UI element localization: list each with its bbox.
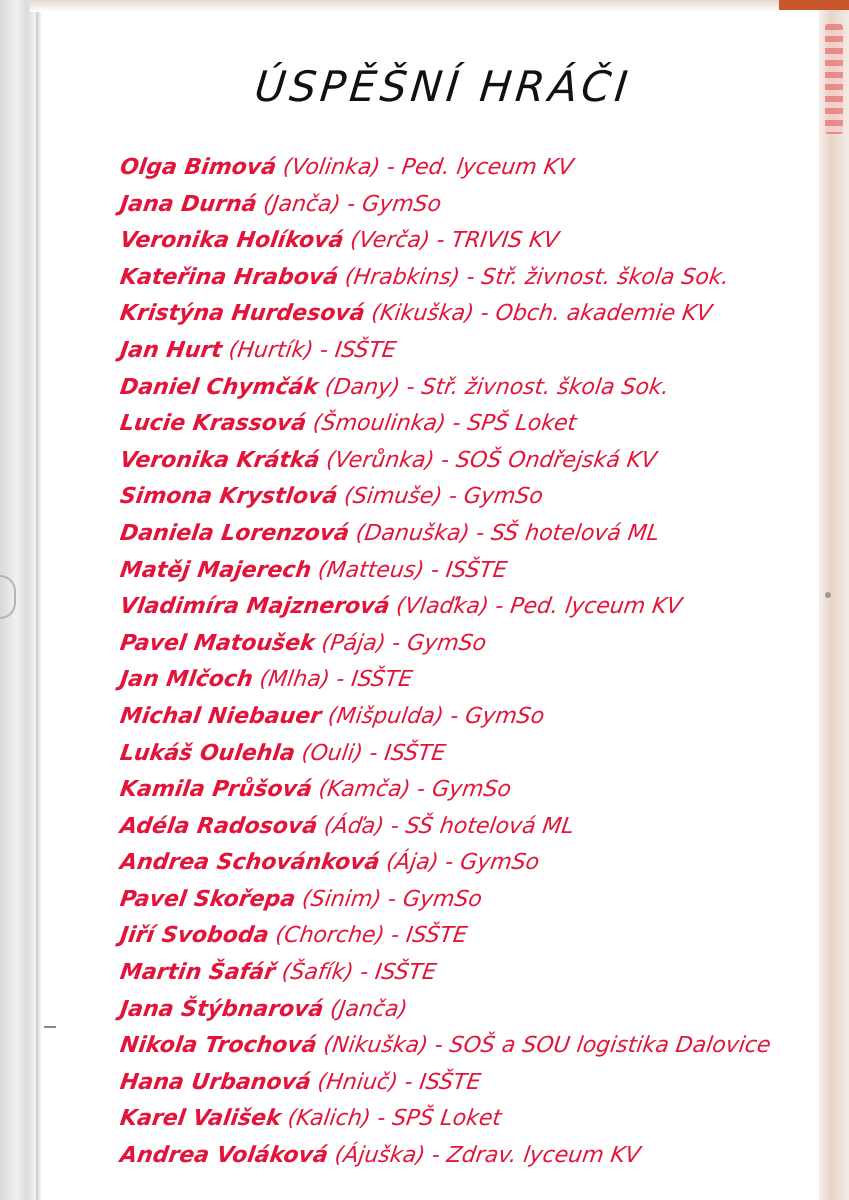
- player-nickname: (Verča): [348, 228, 432, 254]
- player-name: Veronika Holíková: [118, 228, 346, 254]
- player-name: Pavel Matoušek: [118, 630, 317, 656]
- player-school: - ISŠTE: [429, 557, 509, 583]
- player-entry: [117, 845, 773, 882]
- player-school: - TRIVIS KV: [434, 228, 561, 254]
- player-nickname: (Danuška): [354, 520, 471, 546]
- player-entry: [117, 626, 773, 663]
- player-entry: [117, 589, 773, 626]
- player-nickname: (Mlha): [258, 667, 332, 693]
- player-school: - GymSo: [386, 886, 484, 912]
- player-name: Michal Niebauer: [118, 703, 323, 729]
- player-nickname: (Matteus): [316, 557, 426, 583]
- player-school: - SOŠ a SOU logistika Dalovice: [432, 1033, 773, 1059]
- player-nickname: (Janča): [261, 191, 343, 217]
- player-entry: [117, 260, 773, 297]
- player-name: Pavel Skořepa: [118, 886, 298, 912]
- player-entry: [117, 223, 773, 260]
- player-school: - SOŠ Ondřejská KV: [439, 447, 659, 473]
- book-cover-edge: [819, 0, 849, 1200]
- player-entry: [117, 406, 773, 443]
- binding-shadow: [36, 0, 42, 1200]
- player-nickname: (Vlaďka): [394, 594, 491, 620]
- player-name: Martin Šafář: [118, 960, 277, 986]
- player-nickname: (Ája): [384, 850, 441, 876]
- player-name: Andrea Schovánková: [118, 850, 382, 876]
- player-entry: [117, 882, 773, 919]
- player-entry: [117, 187, 773, 224]
- player-nickname: (Kikuška): [369, 301, 476, 327]
- player-school: - GymSo: [390, 630, 488, 656]
- player-name: Lucie Krassová: [118, 411, 308, 437]
- player-entry: [117, 516, 773, 553]
- player-name: Jan Hurt: [118, 337, 224, 363]
- player-nickname: (Kalich): [286, 1106, 373, 1132]
- player-entry: [117, 443, 773, 480]
- player-entry: [117, 699, 773, 736]
- player-school: - ISŠTE: [334, 667, 415, 693]
- player-nickname: (Dany): [323, 374, 402, 400]
- player-school: - Stř. živnost. škola Sok.: [464, 264, 731, 290]
- player-name: Daniel Chymčák: [118, 374, 320, 400]
- player-school: - Zdrav. lyceum KV: [430, 1143, 642, 1169]
- player-school: - Ped. lyceum KV: [385, 155, 575, 180]
- player-school: - Stř. živnost. škola Sok.: [404, 374, 671, 400]
- player-entry: [117, 955, 773, 992]
- player-name: Kateřina Hrabová: [118, 264, 340, 290]
- player-nickname: (Sinim): [300, 886, 383, 912]
- player-name: Jana Štýbnarová: [118, 996, 326, 1022]
- margin-dash: [44, 1026, 56, 1028]
- player-name: Kamila Průšová: [118, 777, 314, 803]
- player-entry: [117, 370, 773, 407]
- player-name: Olga Bimová: [118, 155, 278, 180]
- player-school: - Ped. lyceum KV: [493, 594, 684, 620]
- player-nickname: (Volinka): [281, 155, 382, 180]
- page-top-edge: [30, 0, 820, 12]
- player-entry: [117, 736, 773, 773]
- player-entry: [117, 333, 773, 370]
- player-nickname: (Hurtík): [227, 337, 315, 363]
- player-school: - GymSo: [345, 191, 443, 217]
- player-school: - ISŠTE: [367, 740, 448, 766]
- player-school: - ISŠTE: [358, 960, 438, 986]
- player-nickname: (Chorche): [273, 923, 386, 949]
- stamp-mark: [825, 24, 843, 134]
- player-name: Daniela Lorenzová: [118, 520, 351, 546]
- player-name: Veronika Krátká: [118, 447, 322, 473]
- player-entry: [117, 150, 773, 187]
- player-name: Adéla Radosová: [118, 813, 319, 839]
- player-school: - GymSo: [443, 850, 541, 876]
- player-school: - GymSo: [415, 777, 513, 803]
- player-entry: [117, 662, 773, 699]
- player-entry: [117, 1101, 773, 1138]
- players-list: [118, 150, 773, 1175]
- player-name: Jana Durná: [118, 191, 259, 217]
- player-nickname: (Šmoulinka): [311, 411, 448, 437]
- player-school: - SPŠ Loket: [375, 1106, 503, 1132]
- player-nickname: (Nikuška): [321, 1033, 430, 1059]
- player-school: - SŠ hotelová ML: [474, 520, 661, 546]
- player-nickname: (Hrabkins): [343, 264, 462, 290]
- player-school: - Obch. akademie KV: [478, 301, 714, 327]
- page-title: ÚSPĚŠNÍ HRÁČI: [252, 62, 634, 111]
- player-entry: [117, 1028, 773, 1065]
- player-school: - SPŠ Loket: [450, 411, 579, 437]
- player-name: Nikola Trochová: [118, 1033, 319, 1059]
- player-school: - ISŠTE: [389, 923, 469, 949]
- player-entry: [117, 1138, 773, 1175]
- player-nickname: (Áďa): [322, 813, 386, 839]
- player-name: Matěj Majerech: [118, 557, 313, 583]
- player-school: - GymSo: [448, 703, 547, 729]
- player-nickname: (Šafík): [280, 960, 356, 986]
- player-entry: [117, 809, 773, 846]
- player-nickname: (Pája): [320, 630, 388, 656]
- player-school: - ISŠTE: [318, 337, 398, 363]
- player-name: Karel Vališek: [118, 1106, 283, 1132]
- player-school: - GymSo: [447, 484, 545, 510]
- player-name: Hana Urbanová: [118, 1069, 313, 1095]
- player-entry: [117, 296, 773, 333]
- player-name: Kristýna Hurdesová: [118, 301, 367, 327]
- player-name: Simona Krystlová: [118, 484, 340, 510]
- player-entry: [117, 992, 773, 1029]
- margin-dot: [825, 592, 831, 598]
- player-nickname: (Kamča): [317, 777, 412, 803]
- player-nickname: (Verůnka): [324, 447, 436, 473]
- player-nickname: (Janča): [328, 996, 409, 1022]
- player-entry: [117, 918, 773, 955]
- player-entry: [117, 772, 773, 809]
- player-name: Jiří Svoboda: [118, 923, 271, 949]
- player-name: Andrea Voláková: [118, 1143, 330, 1169]
- player-nickname: (Mišpulda): [326, 703, 446, 729]
- player-nickname: (Hniuč): [316, 1069, 400, 1095]
- player-name: Lukáš Oulehla: [118, 740, 297, 766]
- player-entry: [117, 553, 773, 590]
- player-entry: [117, 1065, 773, 1102]
- player-name: Jan Mlčoch: [118, 667, 255, 693]
- player-nickname: (Ouli): [300, 740, 365, 766]
- player-school: - ISŠTE: [402, 1069, 483, 1095]
- player-name: Vladimíra Majznerová: [118, 594, 392, 620]
- cover-corner: [779, 0, 849, 10]
- player-nickname: (Simuše): [342, 484, 444, 510]
- player-nickname: (Ájuška): [333, 1143, 427, 1169]
- player-entry: [117, 479, 773, 516]
- player-school: - SŠ hotelová ML: [389, 813, 576, 839]
